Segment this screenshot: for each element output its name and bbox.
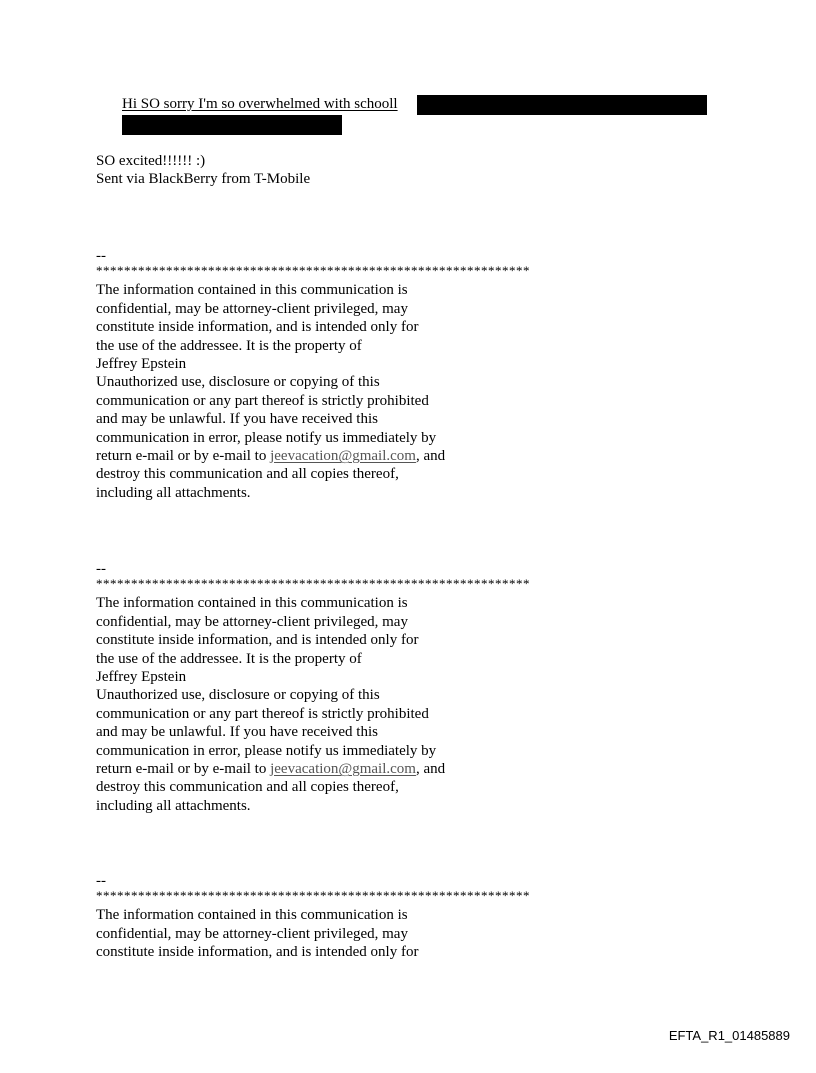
- footer-line: Unauthorized use, disclosure or copying of this: [96, 687, 380, 704]
- footer-line: the use of the addressee. It is the property of: [96, 650, 362, 667]
- redaction-bar: [122, 115, 342, 135]
- footer-line: The information contained in this communication is: [96, 595, 408, 612]
- footer-email-line: [96, 447, 656, 465]
- footer-line: and may be unlawful. If you have received this: [96, 411, 378, 428]
- footer-line: Jeffrey Epstein: [96, 669, 187, 686]
- footer-line: The information contained in this communication is: [96, 907, 408, 924]
- footer-line: communication in error, please notify us immediately by: [96, 429, 437, 446]
- footer-line: including all attachments.: [96, 797, 251, 814]
- footer-line: confidential, may be attorney-client privileged, may: [96, 925, 408, 942]
- quoted-text: Hi SO sorry I'm so overwhelmed with schooll: [122, 96, 398, 112]
- confidentiality-footer: [96, 872, 656, 962]
- footer-line: Unauthorized use, disclosure or copying of this: [96, 374, 380, 391]
- footer-line: The information contained in this communication is: [96, 282, 408, 299]
- signature-line: Sent via BlackBerry from T-Mobile: [96, 171, 311, 188]
- message-line: SO excited!!!!!! :): [96, 153, 206, 169]
- footer-line: Jeffrey Epstein: [96, 356, 187, 373]
- footer-return-suffix: , and: [415, 448, 446, 465]
- footer-line: including all attachments.: [96, 484, 251, 501]
- footer-line: communication or any part thereof is strictly prohibited: [96, 392, 429, 409]
- footer-return-prefix: return e-mail or by e-mail to: [96, 761, 271, 778]
- footer-line: communication in error, please notify us immediately by: [96, 742, 437, 759]
- footer-separator: **************************************************************: [96, 576, 530, 592]
- footer-line: the use of the addressee. It is the property of: [96, 337, 362, 354]
- footer-dash: --: [96, 873, 106, 889]
- footer-line: and may be unlawful. If you have received this: [96, 724, 378, 741]
- footer-line: communication or any part thereof is strictly prohibited: [96, 705, 429, 722]
- footer-line: constitute inside information, and is intended only for: [96, 944, 419, 961]
- footer-line: destroy this communication and all copies thereof,: [96, 466, 399, 483]
- message-body: [96, 152, 656, 189]
- footer-dash: --: [96, 248, 106, 264]
- document-id: EFTA_R1_01485889: [668, 1028, 790, 1043]
- confidentiality-footer: [96, 247, 656, 502]
- email-link[interactable]: jeevacation@gmail.com: [270, 761, 416, 778]
- footer-line: confidential, may be attorney-client privileged, may: [96, 300, 408, 317]
- footer-line: destroy this communication and all copies thereof,: [96, 779, 399, 796]
- redaction-bar: [417, 95, 707, 115]
- footer-dash: --: [96, 561, 106, 577]
- footer-line: constitute inside information, and is intended only for: [96, 319, 419, 336]
- footer-return-suffix: , and: [415, 761, 446, 778]
- footer-line: constitute inside information, and is intended only for: [96, 632, 419, 649]
- confidentiality-footer: [96, 560, 656, 815]
- footer-email-line: [96, 760, 656, 778]
- footer-separator: **************************************************************: [96, 888, 530, 904]
- footer-return-prefix: return e-mail or by e-mail to: [96, 448, 271, 465]
- email-link[interactable]: jeevacation@gmail.com: [270, 448, 416, 465]
- footer-line: confidential, may be attorney-client privileged, may: [96, 613, 408, 630]
- footer-separator: **************************************************************: [96, 263, 530, 279]
